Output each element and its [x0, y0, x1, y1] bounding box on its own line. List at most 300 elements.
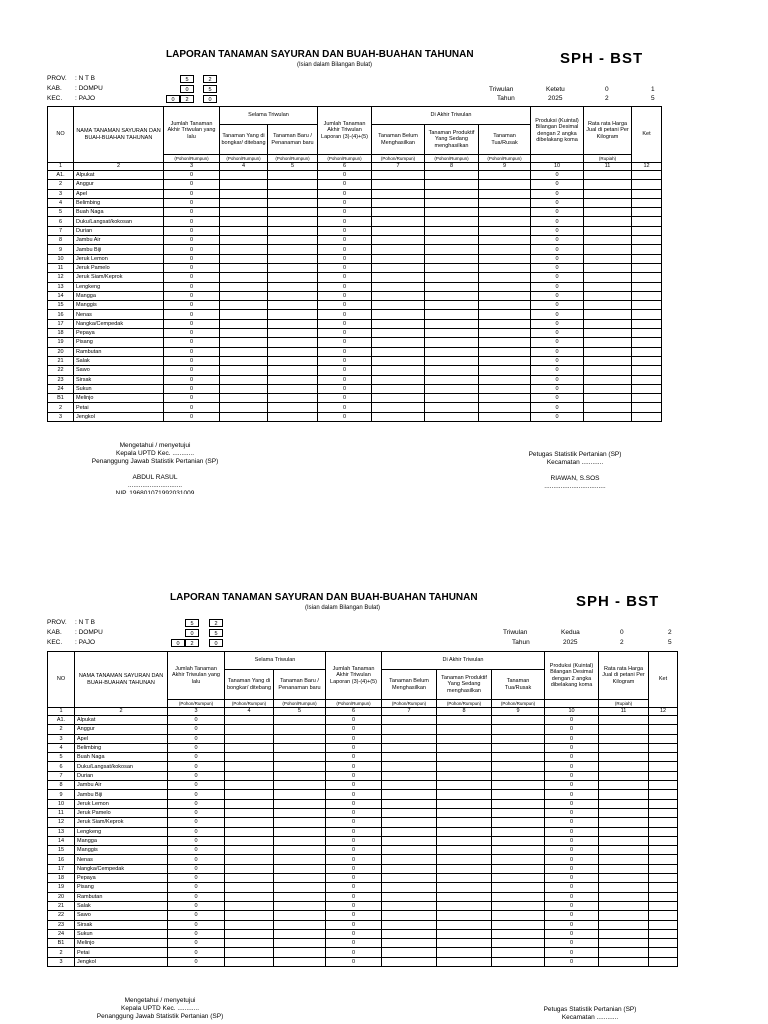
col-header-notes: Ket	[632, 107, 662, 163]
old-damaged-value	[479, 366, 531, 375]
price-value	[584, 236, 632, 245]
table-row	[48, 171, 662, 180]
not-producing-value	[382, 808, 437, 817]
removed-value	[220, 403, 268, 412]
price-value	[599, 929, 649, 938]
table-row	[48, 310, 662, 319]
previous-total-value: 0	[168, 771, 225, 780]
new-planting-value	[274, 716, 326, 725]
column-number: 4	[225, 708, 274, 716]
production-value: 0	[545, 864, 599, 873]
not-producing-value	[382, 948, 437, 957]
not-producing-value	[382, 855, 437, 864]
not-producing-value	[372, 412, 425, 421]
old-damaged-value	[479, 403, 531, 412]
price-value	[584, 180, 632, 189]
price-value	[584, 198, 632, 207]
old-damaged-value	[479, 245, 531, 254]
new-planting-value	[268, 338, 318, 347]
new-planting-value	[268, 208, 318, 217]
old-damaged-value	[479, 394, 531, 403]
triwulan-code: 1	[651, 86, 655, 93]
not-producing-value	[372, 263, 425, 272]
price-value	[584, 375, 632, 384]
table-row	[48, 948, 678, 957]
plant-name: Anggur	[75, 725, 168, 734]
prov-code-box: 5	[180, 75, 194, 83]
table-row	[48, 892, 678, 901]
row-number: A1.	[48, 171, 74, 180]
old-damaged-value	[479, 291, 531, 300]
unit-label: (Pohon/Rumpun)	[382, 700, 437, 708]
notes-value	[632, 403, 662, 412]
previous-total-value: 0	[168, 939, 225, 948]
triwulan-code: 0	[605, 86, 609, 93]
not-producing-value	[372, 319, 425, 328]
triwulan-value: Kedua	[561, 629, 580, 636]
table-row	[48, 338, 662, 347]
not-producing-value	[382, 883, 437, 892]
table-row	[48, 911, 678, 920]
table-row	[48, 855, 678, 864]
producing-value	[425, 356, 479, 365]
notes-value	[649, 957, 678, 966]
production-value: 0	[531, 189, 584, 198]
table-row	[48, 217, 662, 226]
price-value	[599, 892, 649, 901]
price-value	[599, 799, 649, 808]
table-row	[48, 929, 678, 938]
old-damaged-value	[479, 301, 531, 310]
unit-label: (Pohon/Rumpun)	[326, 700, 382, 708]
col-header-producing: Tanaman Produktif Yang Sedang menghasilkan	[425, 125, 479, 155]
old-damaged-value	[492, 855, 545, 864]
row-number: 13	[48, 282, 74, 291]
new-planting-value	[274, 781, 326, 790]
removed-value	[220, 301, 268, 310]
table-row	[48, 874, 678, 883]
not-producing-value	[372, 282, 425, 291]
price-value	[584, 384, 632, 393]
producing-value	[425, 236, 479, 245]
producing-value	[437, 874, 492, 883]
new-planting-value	[274, 957, 326, 966]
row-number: 8	[48, 236, 74, 245]
production-value: 0	[531, 236, 584, 245]
previous-total-value: 0	[164, 366, 220, 375]
table-row	[48, 236, 662, 245]
table-row	[48, 864, 678, 873]
tahun-value: 2025	[548, 95, 563, 102]
producing-value	[437, 753, 492, 762]
producing-value	[437, 864, 492, 873]
not-producing-value	[372, 329, 425, 338]
not-producing-value	[382, 846, 437, 855]
new-planting-value	[274, 771, 326, 780]
report-title: LAPORAN TANAMAN SAYURAN DAN BUAH-BUAHAN TAHUNAN	[166, 49, 474, 60]
price-value	[584, 329, 632, 338]
removed-value	[225, 920, 274, 929]
removed-value	[225, 725, 274, 734]
not-producing-value	[372, 273, 425, 282]
notes-value	[649, 808, 678, 817]
kec-label: KEC.	[47, 95, 63, 102]
notes-value	[632, 171, 662, 180]
previous-total-value: 0	[164, 329, 220, 338]
removed-value	[220, 384, 268, 393]
approver-name: ABDUL RASUL	[132, 474, 178, 481]
previous-total-value: 0	[168, 920, 225, 929]
plant-name: Jeruk Siam/Keprok	[74, 273, 164, 282]
old-damaged-value	[492, 836, 545, 845]
not-producing-value	[382, 920, 437, 929]
table-row	[48, 189, 662, 198]
unit-label: (Pohon/Rumpun)	[168, 700, 225, 708]
table-row	[48, 743, 678, 752]
price-value	[584, 301, 632, 310]
price-value	[599, 725, 649, 734]
row-number: 10	[48, 254, 74, 263]
removed-value	[225, 911, 274, 920]
plant-name: Sawo	[74, 366, 164, 375]
producing-value	[437, 846, 492, 855]
price-value	[584, 245, 632, 254]
row-number: 16	[48, 310, 74, 319]
previous-total-value: 0	[164, 319, 220, 328]
column-number: 2	[74, 163, 164, 171]
old-damaged-value	[492, 892, 545, 901]
notes-value	[632, 226, 662, 235]
price-value	[599, 716, 649, 725]
price-value	[599, 864, 649, 873]
previous-total-value: 0	[168, 855, 225, 864]
row-number: 24	[48, 384, 74, 393]
notes-value	[632, 180, 662, 189]
end-total-value: 0	[318, 245, 372, 254]
end-total-value: 0	[326, 771, 382, 780]
new-planting-value	[268, 189, 318, 198]
price-value	[599, 771, 649, 780]
new-planting-value	[274, 892, 326, 901]
production-value: 0	[545, 762, 599, 771]
production-value: 0	[531, 198, 584, 207]
removed-value	[225, 753, 274, 762]
old-damaged-value	[479, 356, 531, 365]
removed-value	[220, 338, 268, 347]
old-damaged-value	[479, 347, 531, 356]
price-value	[584, 366, 632, 375]
table-row	[48, 781, 678, 790]
previous-total-value: 0	[168, 808, 225, 817]
new-planting-value	[274, 753, 326, 762]
previous-total-value: 0	[168, 781, 225, 790]
new-planting-value	[274, 836, 326, 845]
not-producing-value	[372, 236, 425, 245]
col-group-during-quarter: Selama Triwulan	[225, 652, 326, 670]
approval-line-1: Mengetahui / menyetujui	[124, 997, 196, 1004]
kec-label: KEC.	[47, 639, 63, 646]
removed-value	[225, 846, 274, 855]
old-damaged-value	[492, 874, 545, 883]
new-planting-value	[274, 939, 326, 948]
production-value: 0	[545, 716, 599, 725]
production-value: 0	[531, 403, 584, 412]
notes-value	[649, 846, 678, 855]
production-value: 0	[531, 273, 584, 282]
production-value: 0	[545, 781, 599, 790]
new-planting-value	[268, 384, 318, 393]
price-value	[599, 920, 649, 929]
old-damaged-value	[492, 948, 545, 957]
new-planting-value	[274, 846, 326, 855]
production-value: 0	[531, 263, 584, 272]
end-total-value: 0	[326, 734, 382, 743]
producing-value	[437, 836, 492, 845]
not-producing-value	[372, 189, 425, 198]
new-planting-value	[268, 319, 318, 328]
officer-name: RIAWAN, S.SOS	[550, 475, 600, 482]
kab-value: : DOMPU	[75, 85, 103, 92]
prov-value: : N T B	[75, 619, 95, 626]
end-total-value: 0	[326, 883, 382, 892]
production-value: 0	[531, 282, 584, 291]
producing-value	[425, 301, 479, 310]
producing-value	[437, 818, 492, 827]
old-damaged-value	[479, 329, 531, 338]
not-producing-value	[382, 762, 437, 771]
removed-value	[220, 189, 268, 198]
end-total-value: 0	[326, 716, 382, 725]
column-number: 11	[599, 708, 649, 716]
tahun-code: 5	[668, 639, 672, 646]
producing-value	[425, 347, 479, 356]
old-damaged-value	[479, 189, 531, 198]
new-planting-value	[268, 394, 318, 403]
end-total-value: 0	[326, 874, 382, 883]
producing-value	[437, 762, 492, 771]
price-value	[599, 948, 649, 957]
tahun-code: 5	[651, 95, 655, 102]
previous-total-value: 0	[164, 301, 220, 310]
plant-name: Sawo	[75, 911, 168, 920]
notes-value	[649, 725, 678, 734]
plant-name: Durian	[74, 226, 164, 235]
price-value	[584, 394, 632, 403]
price-value	[584, 226, 632, 235]
removed-value	[220, 263, 268, 272]
row-number: 2	[48, 725, 75, 734]
notes-value	[632, 291, 662, 300]
row-number: B1	[48, 939, 75, 948]
producing-value	[437, 808, 492, 817]
officer-block	[500, 451, 650, 491]
removed-value	[225, 874, 274, 883]
new-planting-value	[268, 329, 318, 338]
tahun-code: 2	[620, 639, 624, 646]
previous-total-value: 0	[168, 836, 225, 845]
table-row	[48, 198, 662, 207]
price-value	[584, 310, 632, 319]
plant-name: Jeruk Lemon	[74, 254, 164, 263]
col-header-removed: Tanaman Yang di bongkar/ ditebang	[220, 125, 268, 155]
producing-value	[437, 725, 492, 734]
new-planting-value	[274, 808, 326, 817]
column-number: 5	[268, 163, 318, 171]
removed-value	[220, 273, 268, 282]
old-damaged-value	[479, 375, 531, 384]
row-number: B1	[48, 394, 74, 403]
producing-value	[425, 338, 479, 347]
price-value	[599, 874, 649, 883]
row-number: 18	[48, 874, 75, 883]
price-value	[584, 412, 632, 421]
price-value	[599, 734, 649, 743]
not-producing-value	[382, 743, 437, 752]
plant-name: Sirsak	[75, 920, 168, 929]
removed-value	[225, 827, 274, 836]
price-value	[599, 846, 649, 855]
removed-value	[225, 808, 274, 817]
notes-value	[632, 338, 662, 347]
not-producing-value	[372, 347, 425, 356]
table-row	[48, 375, 662, 384]
producing-value	[425, 329, 479, 338]
price-value	[584, 208, 632, 217]
not-producing-value	[382, 725, 437, 734]
removed-value	[225, 818, 274, 827]
kab-code-box: 0	[180, 85, 194, 93]
row-number: 13	[48, 827, 75, 836]
notes-value	[632, 366, 662, 375]
col-header-not-producing: Tanaman Belum Menghasilkan	[382, 670, 437, 700]
plant-name: Belimbing	[75, 743, 168, 752]
row-number: 17	[48, 864, 75, 873]
row-number: 5	[48, 208, 74, 217]
production-value: 0	[531, 394, 584, 403]
table-row	[48, 734, 678, 743]
table-row	[48, 412, 662, 421]
producing-value	[437, 771, 492, 780]
not-producing-value	[382, 836, 437, 845]
unit-label: (Rupiah)	[584, 155, 632, 163]
new-planting-value	[268, 347, 318, 356]
not-producing-value	[382, 818, 437, 827]
removed-value	[220, 254, 268, 263]
report-subtitle: (Isian dalam Bilangan Bulat)	[297, 62, 373, 68]
notes-value	[649, 948, 678, 957]
row-number: 2	[48, 180, 74, 189]
plant-name: Anggur	[74, 180, 164, 189]
old-damaged-value	[479, 310, 531, 319]
unit-label: (Pohon/Rumpun)	[268, 155, 318, 163]
new-planting-value	[274, 725, 326, 734]
plant-name: Jambu Biji	[75, 790, 168, 799]
row-number: 6	[48, 762, 75, 771]
removed-value	[220, 329, 268, 338]
previous-total-value: 0	[164, 245, 220, 254]
notes-value	[649, 716, 678, 725]
approval-line-3: Penanggung Jawab Statistik Pertanian (SP)	[96, 1013, 224, 1020]
notes-value	[649, 762, 678, 771]
notes-value	[632, 329, 662, 338]
row-number: A1.	[48, 716, 75, 725]
production-value: 0	[545, 818, 599, 827]
unit-label-empty	[545, 700, 599, 708]
production-value: 0	[531, 291, 584, 300]
table-row	[48, 883, 678, 892]
plant-name: Petai	[75, 948, 168, 957]
column-number: 9	[492, 708, 545, 716]
row-number: 14	[48, 836, 75, 845]
not-producing-value	[382, 716, 437, 725]
removed-value	[220, 319, 268, 328]
not-producing-value	[382, 864, 437, 873]
unit-label: (Pohon/Rumpun)	[164, 155, 220, 163]
row-number: 21	[48, 356, 74, 365]
plant-name: Mangga	[74, 291, 164, 300]
price-value	[584, 347, 632, 356]
notes-value	[649, 855, 678, 864]
notes-value	[632, 384, 662, 393]
old-damaged-value	[492, 846, 545, 855]
prov-code-box: 5	[185, 619, 199, 627]
previous-total-value: 0	[168, 883, 225, 892]
production-value: 0	[531, 180, 584, 189]
table-row	[48, 725, 678, 734]
row-number: 19	[48, 883, 75, 892]
previous-total-value: 0	[168, 874, 225, 883]
row-number: 17	[48, 319, 74, 328]
price-value	[584, 171, 632, 180]
price-value	[584, 189, 632, 198]
col-header-plant-name: NAMA TANAMAN SAYURAN DAN BUAH-BUAHAN TAHUNAN	[75, 652, 168, 708]
row-number: 14	[48, 291, 74, 300]
row-number: 12	[48, 818, 75, 827]
col-header-removed: Tanaman Yang di bongkar/ ditebang	[225, 670, 274, 700]
table-row	[48, 180, 662, 189]
col-header-new-planting: Tanaman Baru / Penanaman baru	[274, 670, 326, 700]
previous-total-value: 0	[164, 375, 220, 384]
not-producing-value	[372, 291, 425, 300]
production-value: 0	[545, 808, 599, 817]
removed-value	[220, 412, 268, 421]
previous-total-value: 0	[164, 273, 220, 282]
price-value	[584, 403, 632, 412]
previous-total-value: 0	[164, 338, 220, 347]
approval-block	[75, 442, 235, 494]
old-damaged-value	[492, 725, 545, 734]
previous-total-value: 0	[164, 217, 220, 226]
row-number: 9	[48, 790, 75, 799]
row-number: 11	[48, 808, 75, 817]
plant-name: Manggis	[74, 301, 164, 310]
removed-value	[220, 356, 268, 365]
notes-value	[632, 217, 662, 226]
price-value	[599, 836, 649, 845]
new-planting-value	[274, 734, 326, 743]
not-producing-value	[372, 310, 425, 319]
plant-name: Sirsak	[74, 375, 164, 384]
col-header-plant-name: NAMA TANAMAN SAYURAN DAN BUAH-BUAHAN TAHUNAN	[74, 107, 164, 163]
plant-name: Alpukat	[75, 716, 168, 725]
new-planting-value	[274, 827, 326, 836]
producing-value	[437, 855, 492, 864]
row-number: 7	[48, 771, 75, 780]
producing-value	[425, 189, 479, 198]
not-producing-value	[372, 254, 425, 263]
plant-name: Salak	[74, 356, 164, 365]
table-row	[48, 366, 662, 375]
